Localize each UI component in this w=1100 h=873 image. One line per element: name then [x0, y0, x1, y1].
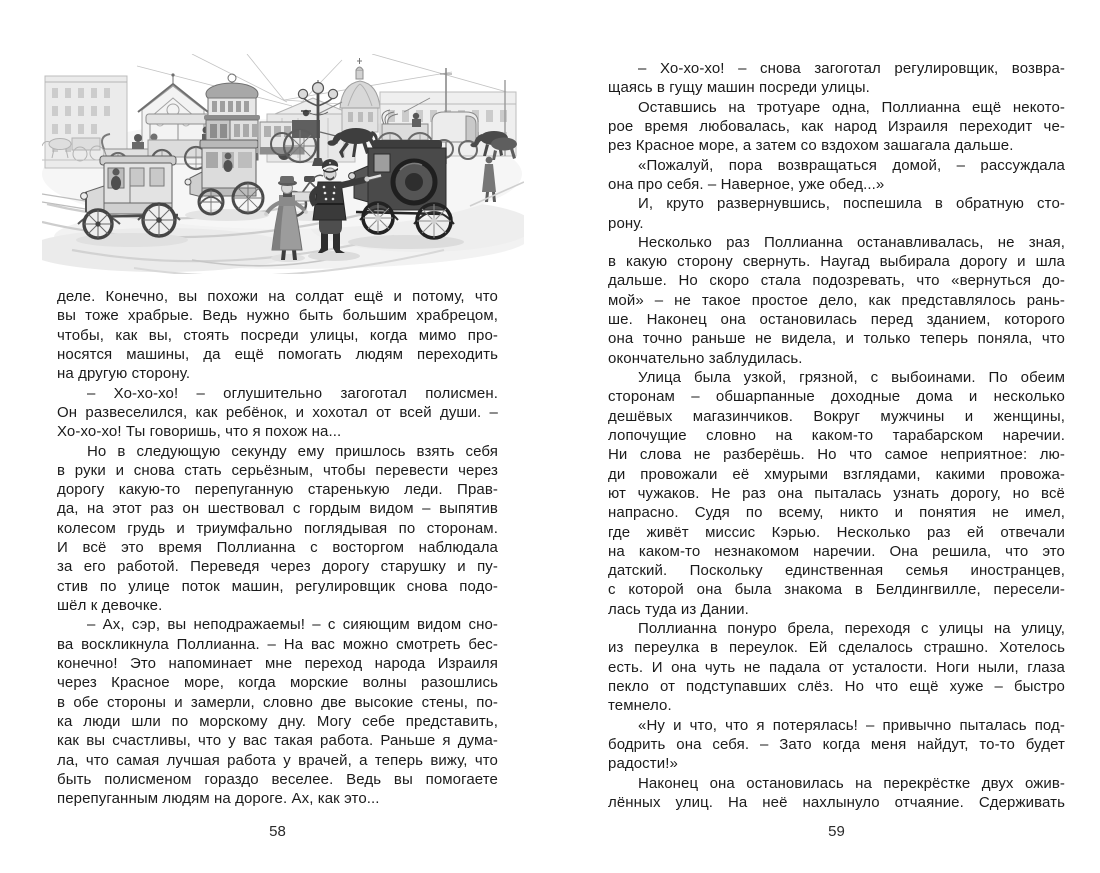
text-line: Но в следующую секунду ему пришлось взять себя: [87, 442, 498, 460]
text-line: напрасно. Судя по всему, никто и понятия не имел,: [608, 504, 1065, 522]
text-line: Улица была узкой, грязной, с выбоинами. По обеим: [638, 369, 1065, 386]
text-line: как вы счастливы, что у вас такая работа. Раньше я дума-: [57, 732, 498, 750]
text-line: ют чужаков. Не раз она пыталась узнать дорогу, но всё: [608, 484, 1065, 502]
text-line: дешёвых магазинчиков. Вокруг мужчины и женщины,: [608, 407, 1065, 425]
text-line: рез Красное море, а затем со вздохом зашагала дальше.: [608, 137, 1014, 155]
text-line: вы тоже храбрые. Ведь нужно быть большим храбрецом,: [57, 307, 498, 325]
page-number-right: 59: [828, 823, 845, 840]
text-line: она про себя. – Наверное, уже обед...»: [608, 175, 885, 193]
text-line: за его работой. Переведя через дорогу старушку и пу-: [57, 558, 498, 576]
text-line: пекло от подступавших слёз. Но что ещё хуже – быстро: [608, 678, 1065, 695]
text-line: ва воскликнула Поллианна. – На вас можно смотреть бес-: [57, 635, 498, 653]
text-line: щаясь в гущу машин посреди улицы.: [608, 79, 870, 97]
page-number-left: 58: [269, 823, 286, 840]
text-line: ка люди шли по морскому дну. Могу себе представить,: [57, 712, 498, 730]
text-line: Оставшись на тротуаре одна, Поллианна ещё некото-: [638, 98, 1065, 116]
text-line: дальше. Но скоро стала подозревать, что «вернуться до-: [608, 272, 1065, 290]
text-line: рое время любовалась, как народ Израиля переходит че-: [608, 117, 1065, 135]
text-line: Хо-хо-хо! Ты говоришь, что я похож на...: [57, 423, 342, 441]
text-line: – Хо-хо-хо! – оглушительно загоготал полисмен.: [87, 384, 498, 402]
text-line: «Пожалуй, пора возвращаться домой, – рассуждала: [638, 156, 1065, 174]
text-line: через Красное море, когда морские волны разошлись: [57, 674, 498, 692]
text-line: И всё это время Поллианна с восторгом наблюдала: [57, 539, 498, 557]
text-line: радости!»: [608, 755, 678, 773]
text-line: бодрить она себя. – Зато когда меня найдут, то-то будет: [608, 735, 1065, 753]
text-line: в руки и снова стать серьёзным, чтобы перевести через: [57, 461, 498, 479]
text-line: конечно! Это напоминает мне переход народа Израиля: [57, 654, 498, 672]
dome-church: [340, 58, 380, 132]
text-line: лопочущие словно на каком-то тарабарском наречии.: [608, 426, 1065, 444]
text-line: в какую сторону свернуть. Наугад выбирала дорогу и шла: [608, 253, 1065, 271]
text-line: Поллианна понуро брела, переходя с улицы на улицу,: [638, 620, 1065, 638]
left-page-text: [57, 287, 498, 808]
text-line: на другую сторону.: [57, 365, 191, 383]
text-line: – Ах, сэр, вы неподражаемы! – с сияющим видом сно-: [87, 616, 498, 634]
text-line: сторонам – обшарпанные доходные дома и несколько: [608, 388, 1065, 406]
text-line: носятся машины, да ещё помогать людям переходить: [57, 345, 498, 363]
text-line: дорогу какую-то перепуганную старенькую леди. Прав-: [57, 481, 498, 499]
text-line: колесом грудь и триумфально поглядывая по сторонам.: [57, 519, 498, 537]
text-line: она точно раньше не видела, и только теперь поняла, что: [608, 330, 1065, 348]
text-line: темнело.: [608, 697, 672, 715]
text-line: ди провожали её хмурыми взглядами, какими провожа-: [608, 465, 1065, 483]
text-line: Ни слова не разберёшь. Но что самое неприятное: лю-: [608, 446, 1065, 464]
text-line: датский. Поскольку единственная семья иностранцев,: [608, 562, 1065, 580]
text-line: – Хо-хо-хо! – снова загоготал регулировщик, возвра-: [638, 60, 1065, 77]
text-line: с которой она была знакома в Белдингвилле, пересели-: [608, 581, 1065, 599]
text-line: перепуганным людям на дороге. Ах, как это...: [57, 790, 380, 808]
text-line: стив по улице поток машин, регулировщик снова подо-: [57, 577, 498, 595]
text-line: на каком-то незнакомом наречии. Она решила, что это: [608, 542, 1065, 560]
text-line: лась туда из Дании.: [608, 600, 749, 618]
text-line: ше. Наконец она остановилась перед зданием, которого: [608, 311, 1065, 329]
text-line: рону.: [608, 214, 644, 232]
text-line: мой» – не такое простое дело, как представлялось рань-: [608, 291, 1065, 309]
text-line: из переулка в переулок. Ей сделалось страшно. Хотелось: [608, 639, 1065, 657]
text-line: шёл к девочке.: [57, 597, 163, 614]
text-line: деле. Конечно, вы похожи на солдат ещё и потому, что: [57, 288, 498, 305]
text-line: чтобы, как вы, стоять посреди улицы, когда мимо про-: [57, 326, 498, 344]
text-line: окончательно заблудилась.: [608, 349, 803, 367]
text-line: «Ну и что, что я потерялась! – привычно пыталась под-: [638, 716, 1065, 734]
text-line: ла, что самая лучшая работа у врачей, а теперь вижу, что: [57, 751, 498, 769]
text-line: да, на этот раз он шествовал с гордым видом – выпятив: [57, 500, 498, 518]
text-line: Он развеселился, как ребёнок, и хохотал от всей души. –: [57, 403, 498, 421]
text-line: быть полисменом гораздо веселее. Ведь вы помогаете: [57, 770, 498, 788]
street-scene-illustration: [42, 54, 524, 274]
text-line: в обе стороны и замерли, словно две высокие стены, по-: [57, 693, 498, 711]
text-line: Наконец она остановилась на перекрёстке двух ожив-: [638, 774, 1065, 792]
text-line: Несколько раз Поллианна останавливалась, не зная,: [638, 233, 1065, 251]
text-line: лённых улиц. На неё нахлынуло отчаяние. Сдерживать: [608, 793, 1065, 811]
text-line: И, круто развернувшись, поспешила в обратную сто-: [638, 195, 1065, 213]
right-page-text: [608, 59, 1065, 812]
text-line: где живёт миссис Кэрью. Несколько раз ей отвечали: [608, 523, 1065, 541]
text-line: есть. И она чуть не падала от усталости. Ноги ныли, глаза: [608, 658, 1065, 676]
